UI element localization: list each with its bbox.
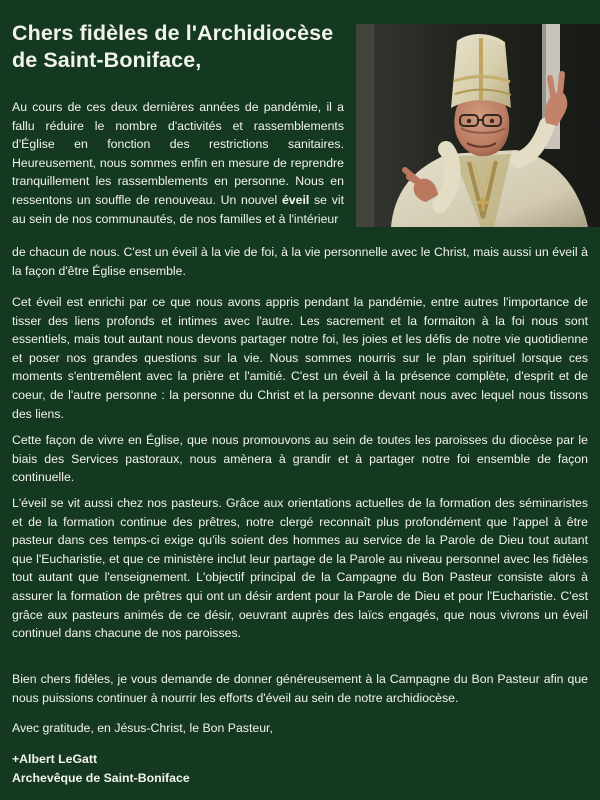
intro-paragraph: [12, 98, 344, 228]
intro-continuation: de chacun de nous. C'est un éveil à la vie de foi, à la vie personnelle avec le Christ, mais aussi un éveil à la façon d'être Église ensemble.: [12, 245, 588, 278]
signature-block: [12, 750, 190, 787]
signature-name: +Albert LeGatt: [12, 752, 98, 766]
signature-title: Archevêque de Saint-Boniface: [12, 770, 190, 785]
paragraph-facon-de-vivre: Cette façon de vivre en Église, que nous promouvons au sein de toutes les paroisses du diocèse par le biais des Services pastoraux, nous amènera à grandir et à partager notre foi ensemble de façon continuelle.: [12, 433, 588, 485]
paragraph-appel-don: Bien chers fidèles, je vous demande de donner généreusement à la Campagne du Bon Pasteur afin que nous puissions continuer à nourrir les efforts d'éveil au sein de notre archidiocèse.: [12, 672, 588, 705]
closing-line: Avec gratitude, en Jésus-Christ, le Bon Pasteur,: [12, 721, 273, 735]
eveil-emphasis: éveil: [281, 192, 310, 207]
paragraph-pasteurs: L'éveil se vit aussi chez nos pasteurs. Grâce aux orientations actuelles de la formation des séminaristes et de la formation continue des prêtres, notre clergé reconnaît plus profondément que l'appel à être pasteur dans ces temps-ci exige qu'ils soient des hommes au service de la Parole de Dieu tout autant que l'Eucharistie, et que ce ministère inclut leur partage de la Parole au niveau personnel avec les fidèles tout autant que l'enseignement. L'objectif principal de la Campagne du Bon Pasteur consiste alors à assurer la formation de prêtres qui ont un désir ardent pour la Parole de Dieu et pour l'Eucharistie. C'est grâce aux pasteurs animés de ce désir, oeuvrant auprès des laïcs engagés, que nous vivrons un éveil continuel dans chacune de nos paroisses.: [12, 496, 588, 641]
archbishop-illustration: [356, 24, 600, 227]
paragraph-eveil-enrichi: Cet éveil est enrichi par ce que nous avons appris pendant la pandémie, entre autres l'importance de tisser des liens profonds et intimes avec l'autre. Les sacrement et la formaiton à la foi nous sont essentiels, mais tout autant nous devons partager notre foi, les joies et les défis de notre vie quotidienne et poser nos grandes questions sur la vie. Nous sommes nourris sur le plan spirituel lorsque ces moments s'entremêlent avec la prière et l'amitié. C'est un éveil à la présence complète, d'esprit et de coeur, de l'autre personne : la personne du Christ et la personne devant nous avec lequel nous tissons des liens.: [12, 295, 588, 421]
letter-title: Chers fidèles de l'Archidiocèse de Saint-Boniface,: [12, 21, 334, 72]
letter-header: [12, 20, 588, 250]
intro-text-start: Au cours de ces deux dernières années de pandémie, il a fallu réduire le nombre d'activités et rassemblements d'Église en fonction des restrictions sanitaires. Heureusement, nous sommes enfin en mesure de reprendre tranquillement les rassemblements en personne. Nous en ressentons un souffle de renouveau. Un nouvel: [12, 100, 344, 207]
intro-text-end: se vit au sein de nos communautés, de nos familles et à l'intérieur: [12, 192, 344, 226]
archbishop-photo: [356, 24, 600, 227]
